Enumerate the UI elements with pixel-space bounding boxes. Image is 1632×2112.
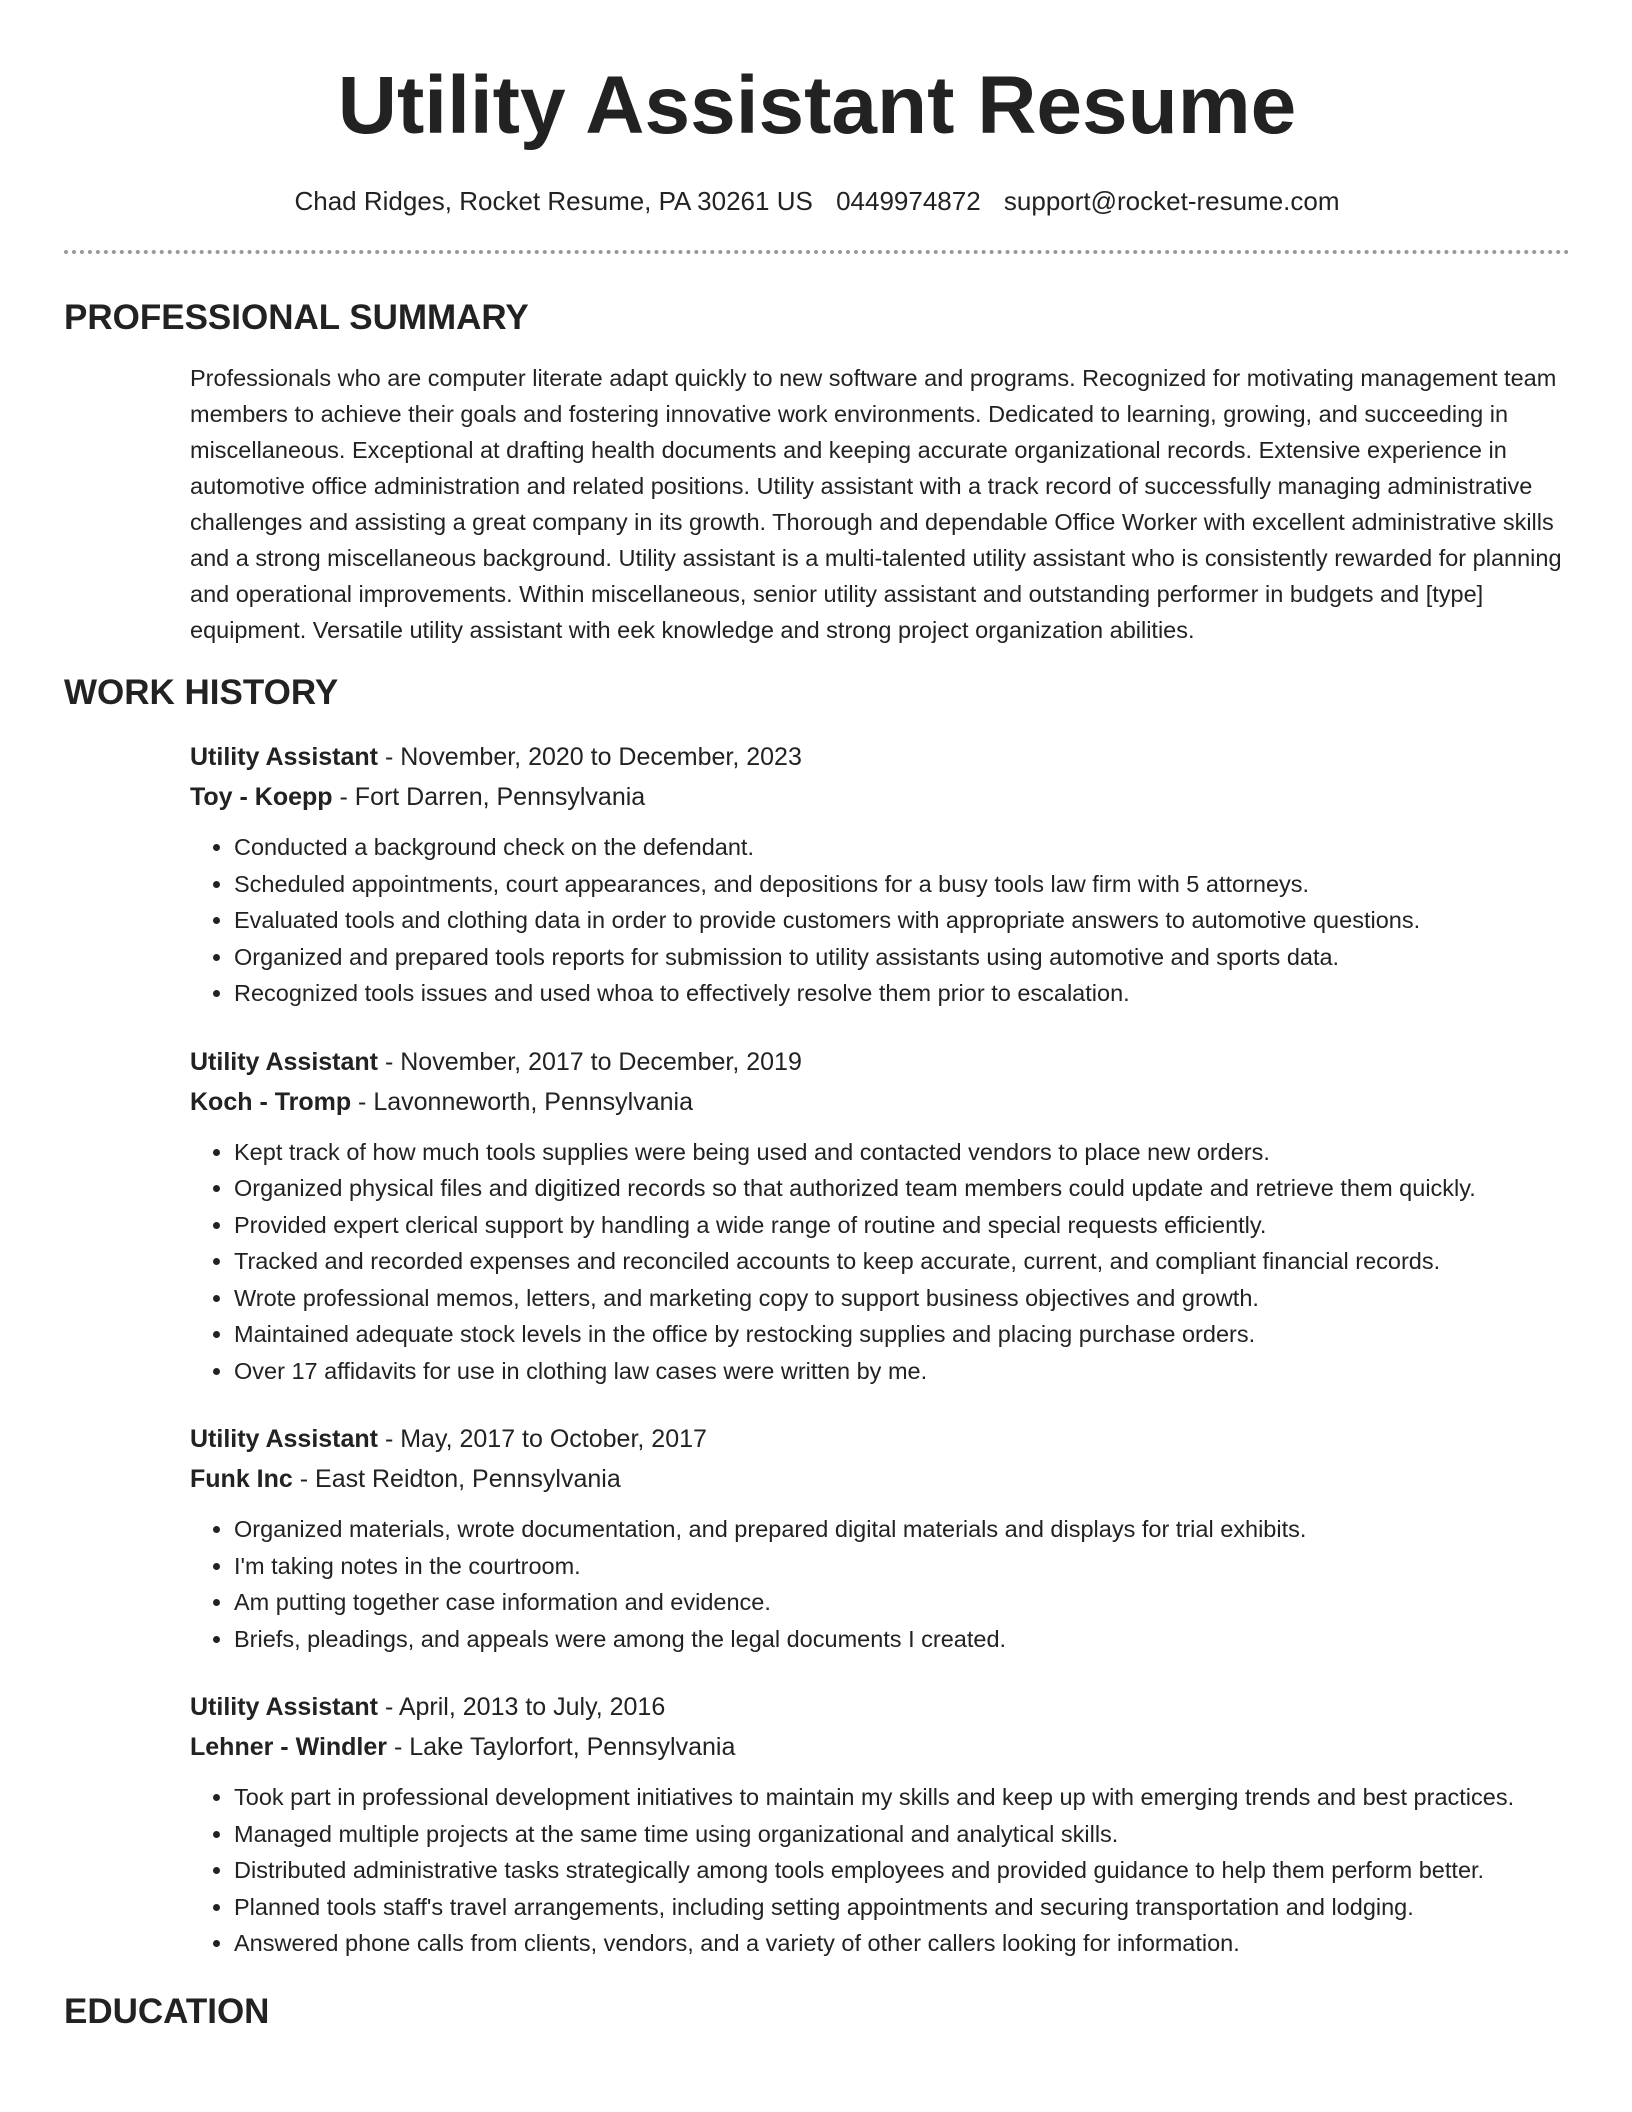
job-dates: - November, 2020 to December, 2023 bbox=[378, 743, 802, 771]
contact-email: support@rocket-resume.com bbox=[1003, 186, 1340, 216]
job-bullet: • Organized physical files and digitized records so that authorized team members could update and retrieve them quickly. bbox=[234, 1170, 1570, 1207]
resume-page bbox=[64, 0, 1570, 2034]
job-entry bbox=[190, 1419, 1570, 1657]
job-dates: - May, 2017 to October, 2017 bbox=[378, 1425, 707, 1453]
job-bullet: • Organized and prepared tools reports for submission to utility assistants using automotive and sports data. bbox=[234, 939, 1570, 976]
job-title: Utility Assistant bbox=[190, 1047, 379, 1076]
contact-address: Chad Ridges, Rocket Resume, PA 30261 US bbox=[294, 186, 813, 216]
job-title: Utility Assistant bbox=[190, 743, 379, 771]
job-bullets bbox=[190, 829, 1570, 1012]
job-title: Utility Assistant bbox=[190, 1425, 379, 1453]
job-bullet: • Answered phone calls from clients, vendors, and a variety of other callers looking for information. bbox=[234, 1925, 1570, 1962]
job-company: Lehner - Windler bbox=[190, 1733, 388, 1761]
job-entry bbox=[190, 1687, 1570, 1962]
job-bullet: • I'm taking notes in the courtroom. bbox=[234, 1548, 1570, 1585]
resume-title: Utility Assistant Resume bbox=[337, 60, 1297, 151]
job-bullet: • Managed multiple projects at the same time using organizational and analytical skills. bbox=[234, 1816, 1570, 1853]
job-location: - Lake Taylorfort, Pennsylvania bbox=[387, 1733, 736, 1761]
job-bullets bbox=[190, 1511, 1570, 1657]
job-company-line bbox=[190, 1727, 1570, 1767]
job-bullet: • Provided expert clerical support by handling a wide range of routine and special requests efficiently. bbox=[234, 1207, 1570, 1244]
job-bullet: • Distributed administrative tasks strategically among tools employees and provided guidance to help them perform better. bbox=[234, 1852, 1570, 1889]
job-entry bbox=[190, 1042, 1570, 1390]
job-bullet: • Evaluated tools and clothing data in order to provide customers with appropriate answers to automotive questions. bbox=[234, 902, 1570, 939]
summary-text: Professionals who are computer literate adapt quickly to new software and programs. Recognized for motivating management team members to achieve their goals and fostering innovative work environments. Dedicated to learning, growing, and succeeding in miscellaneous. Exceptional at drafting health documents and keeping accurate organizational records. Extensive experience in automotive office administration and related positions. Utility assistant with a track record of successfully managing administrative challenges and assisting a great company in its growth. Thorough and dependable Office Worker with excellent administrative skills and a strong miscellaneous background. Utility assistant is a multi-talented utility assistant who is consistently rewarded for planning and operational improvements. Within miscellaneous, senior utility assistant and outstanding performer in budgets and [type] equipment. Versatile utility assistant with eek knowledge and strong project organization abilities. bbox=[190, 365, 1562, 643]
summary-heading: PROFESSIONAL SUMMARY bbox=[64, 298, 529, 337]
contact-line bbox=[64, 184, 1570, 218]
job-company: Koch - Tromp bbox=[190, 1087, 352, 1116]
job-bullet: • Wrote professional memos, letters, and marketing copy to support business objectives and growth. bbox=[234, 1280, 1570, 1317]
job-bullets bbox=[190, 1134, 1570, 1390]
job-bullet: • Organized materials, wrote documentation, and prepared digital materials and displays for trial exhibits. bbox=[234, 1511, 1570, 1548]
job-bullet: • Maintained adequate stock levels in the office by restocking supplies and placing purchase orders. bbox=[234, 1316, 1570, 1353]
job-title-line bbox=[190, 1419, 1570, 1459]
job-bullet: • Briefs, pleadings, and appeals were among the legal documents I created. bbox=[234, 1621, 1570, 1658]
job-dates: - April, 2013 to July, 2016 bbox=[378, 1693, 666, 1721]
job-bullets bbox=[190, 1779, 1570, 1962]
job-entry bbox=[190, 737, 1570, 1012]
job-bullet: • Recognized tools issues and used whoa to effectively resolve them prior to escalation. bbox=[234, 975, 1570, 1012]
job-location: - Fort Darren, Pennsylvania bbox=[332, 783, 646, 811]
education-heading: EDUCATION bbox=[64, 1991, 270, 2031]
job-location: - Lavonneworth, Pennsylvania bbox=[351, 1087, 693, 1116]
work-history-list bbox=[190, 737, 1570, 1962]
job-company: Toy - Koepp bbox=[190, 783, 333, 811]
job-title: Utility Assistant bbox=[190, 1693, 379, 1721]
job-title-line bbox=[190, 1687, 1570, 1727]
job-bullet: • Am putting together case information and evidence. bbox=[234, 1584, 1570, 1621]
job-bullet: • Planned tools staff's travel arrangements, including setting appointments and securing transportation and lodging. bbox=[234, 1889, 1570, 1926]
job-title-line bbox=[190, 737, 1570, 777]
job-dates: - November, 2017 to December, 2019 bbox=[378, 1047, 802, 1076]
job-bullet: • Over 17 affidavits for use in clothing law cases were written by me. bbox=[234, 1353, 1570, 1390]
job-bullet: • Took part in professional development initiatives to maintain my skills and keep up with emerging trends and best practices. bbox=[234, 1779, 1570, 1816]
job-location: - East Reidton, Pennsylvania bbox=[292, 1465, 621, 1493]
job-bullet: • Kept track of how much tools supplies were being used and contacted vendors to place new orders. bbox=[234, 1134, 1570, 1171]
job-title-line bbox=[190, 1042, 1570, 1082]
job-company-line bbox=[190, 777, 1570, 817]
job-company: Funk Inc bbox=[190, 1465, 293, 1493]
job-bullet: • Tracked and recorded expenses and reconciled accounts to keep accurate, current, and compliant financial records. bbox=[234, 1243, 1570, 1280]
job-company-line bbox=[190, 1082, 1570, 1122]
work-history-heading: WORK HISTORY bbox=[64, 673, 339, 712]
header-divider bbox=[64, 250, 1570, 254]
job-bullet: • Conducted a background check on the defendant. bbox=[234, 829, 1570, 866]
job-company-line bbox=[190, 1459, 1570, 1499]
job-bullet: • Scheduled appointments, court appearances, and depositions for a busy tools law firm with 5 attorneys. bbox=[234, 866, 1570, 903]
contact-phone: 0449974872 bbox=[836, 186, 981, 216]
